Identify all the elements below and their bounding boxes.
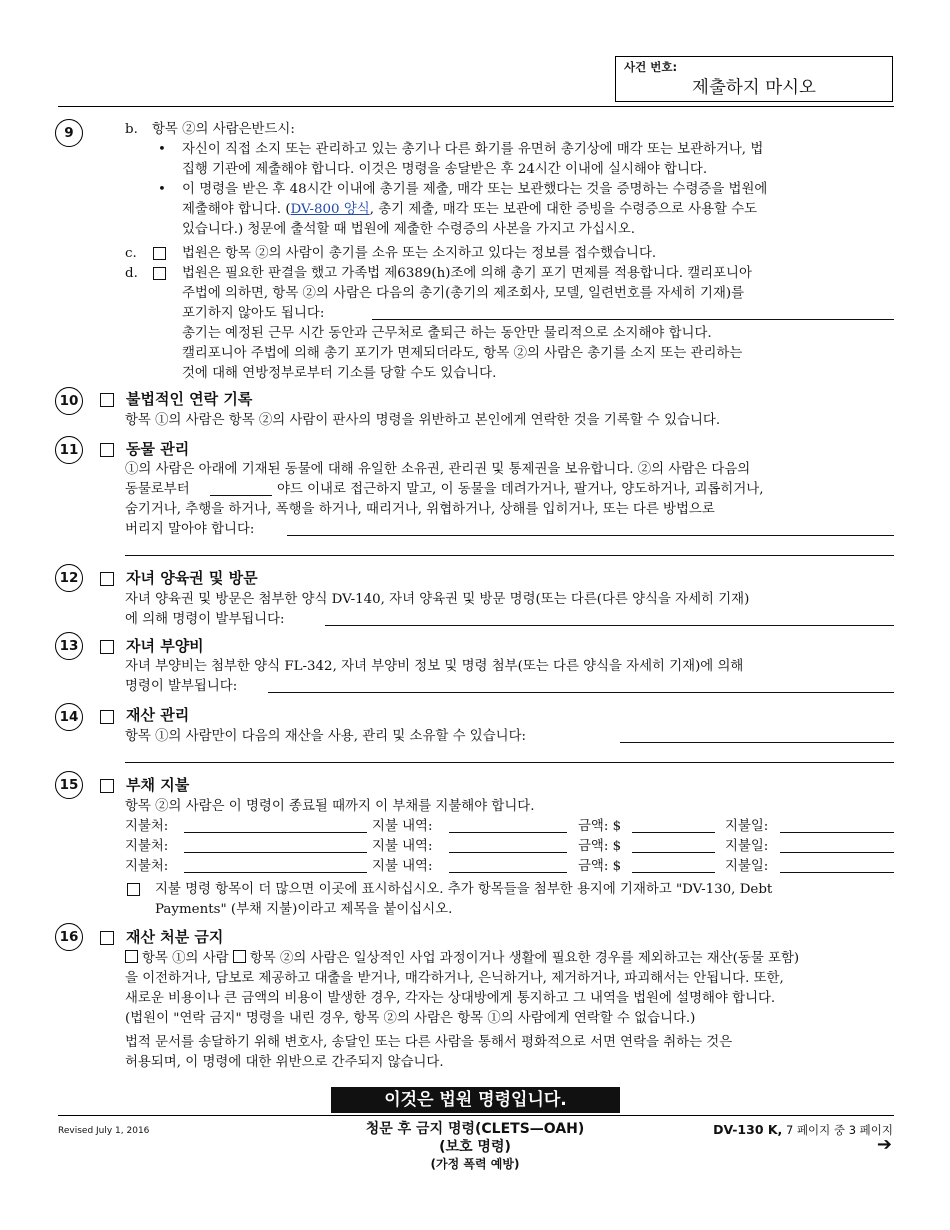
item9-b-lead: 항목 ②의 사람은반드시:	[152, 122, 295, 137]
item9-c-checkbox[interactable]	[153, 247, 166, 260]
item15-checkbox[interactable]	[100, 779, 114, 793]
payee-label: 지불처:	[125, 859, 169, 874]
due-label: 지불일:	[725, 839, 769, 854]
item16-line1-b: 항목 ②의 사람은 일상적인 사업 과정이거나 생활에 필요한 경우를 제외하고는 재산(동물 포함)	[249, 951, 800, 966]
amount-field[interactable]	[632, 852, 715, 853]
form-title-line3: (가정 폭력 예방)	[430, 1157, 520, 1171]
dv800-form-link[interactable]: DV-800 양식	[290, 202, 370, 217]
item10-checkbox[interactable]	[100, 393, 114, 407]
more-debts-checkbox[interactable]	[127, 883, 140, 896]
for-label: 지불 내역:	[372, 819, 433, 834]
item16-line1-a: 항목 ①의 사람	[142, 951, 229, 966]
due-field[interactable]	[780, 852, 894, 853]
item16-line1	[125, 949, 799, 968]
item15-more-line2: Payments" (부채 지불)이라고 제목을 붙이십시오.	[155, 902, 453, 917]
payee-label: 지불처:	[125, 819, 169, 834]
due-field[interactable]	[780, 872, 894, 873]
item10-title: 불법적인 연락 기록	[126, 390, 253, 408]
property-field-2[interactable]	[125, 762, 894, 763]
item15-more-line1: 지불 명령 항목이 더 많으면 이곳에 표시하십시오. 추가 항목들을 첨부한 용지에 기재하고 "DV-130, Debt	[155, 882, 773, 897]
item-number-14: 14	[55, 703, 83, 731]
item15-title: 부채 지불	[126, 776, 190, 794]
amount-field[interactable]	[632, 832, 715, 833]
item16-checkbox[interactable]	[100, 931, 114, 945]
item12-line1: 자녀 양육권 및 방문은 첨부한 양식 DV-140, 자녀 양육권 및 방문 명령(또는 다른(다른 양식을 자세히 기재)	[125, 592, 750, 607]
item13-title: 자녀 부양비	[126, 637, 204, 655]
bottom-divider	[58, 1115, 894, 1116]
item-number-11: 11	[55, 436, 83, 464]
item11-line2-pre: 동물로부터	[125, 482, 190, 497]
payee-field[interactable]	[184, 872, 367, 873]
item16-line4: (법원이 "연락 금지" 명령을 내린 경우, 항목 ②의 사람은 항목 ①의 사람에게 연락할 수 없습니다.)	[125, 1011, 696, 1026]
item13-line2: 명령이 발부됩니다:	[125, 679, 238, 694]
for-field[interactable]	[449, 832, 567, 833]
bullet-icon: •	[158, 182, 166, 197]
item16-line2: 을 이전하거나, 담보로 제공하고 대출을 받거나, 매각하거나, 은닉하거나, 제거하거나, 파괴해서는 안됩니다. 또한,	[125, 971, 784, 986]
revised-date: Revised July 1, 2016	[58, 1126, 150, 1136]
person2-checkbox[interactable]	[233, 950, 246, 963]
amount-label: 금액: $	[578, 819, 622, 834]
item14-checkbox[interactable]	[100, 710, 114, 724]
item16-title: 재산 처분 금지	[126, 928, 224, 946]
for-label: 지불 내역:	[372, 839, 433, 854]
item11-line3: 숨기거나, 추행을 하거나, 폭행을 하거나, 때리거나, 위협하거나, 상해를 입히거나, 또는 다른 방법으로	[125, 502, 715, 517]
payee-field[interactable]	[184, 832, 367, 833]
animal-description-field[interactable]	[287, 535, 894, 536]
item13-line1: 자녀 부양비는 첨부한 양식 FL-342, 자녀 부양비 정보 및 명령 첨부(또는 다른 양식을 자세히 기재)에 의해	[125, 659, 744, 674]
payee-field[interactable]	[184, 852, 367, 853]
item-number-10: 10	[55, 387, 83, 415]
item9-d-checkbox[interactable]	[153, 267, 166, 280]
item16-line5: 법적 문서를 송달하기 위해 변호사, 송달인 또는 다른 사람을 통해서 평화적으로 서면 연락을 취하는 것은	[125, 1035, 733, 1050]
item-number-15: 15	[55, 771, 83, 799]
due-label: 지불일:	[725, 859, 769, 874]
item9-d-line2: 주법에 의하면, 항목 ②의 사람은 다음의 총기(총기의 제조회사, 모델, 일련번호를 자세히 기재)를	[182, 286, 745, 301]
item12-title: 자녀 양육권 및 방문	[126, 569, 258, 587]
for-field[interactable]	[449, 852, 567, 853]
bullet-icon: •	[158, 142, 166, 157]
form-title	[300, 1120, 650, 1173]
item15-line1: 항목 ②의 사람은 이 명령이 종료될 때까지 이 부채를 지불해야 합니다.	[125, 799, 535, 814]
amount-field[interactable]	[632, 872, 715, 873]
page-info	[713, 1120, 893, 1140]
item16-line6: 허용되며, 이 명령에 대한 위반으로 간주되지 않습니다.	[125, 1055, 444, 1070]
item14-line1: 항목 ①의 사람만이 다음의 재산을 사용, 관리 및 소유할 수 있습니다:	[125, 729, 527, 744]
item16-line3: 새로운 비용이나 큰 금액의 비용이 발생한 경우, 각자는 상대방에게 통지하고 그 내역을 법원에 설명해야 합니다.	[125, 991, 776, 1006]
item9-c-label: c.	[125, 246, 137, 261]
item9-bullet2-line1: 이 명령을 받은 후 48시간 이내에 총기를 제출, 매각 또는 보관했다는 것을 증명하는 수령증을 법원에	[182, 182, 768, 197]
item9-bullet2-pre: 제출해야 합니다. (	[182, 202, 291, 217]
item9-d-label: d.	[125, 266, 138, 281]
item12-checkbox[interactable]	[100, 572, 114, 586]
form-id: DV-130 K,	[713, 1122, 783, 1137]
form-title-line2: (보호 명령)	[439, 1139, 511, 1155]
case-number-label: 사건 번호:	[624, 60, 678, 74]
item9-d-line6: 것에 대해 연방정부로부터 기소를 당할 수도 있습니다.	[182, 366, 497, 381]
form-title-line1: 청문 후 금지 명령(CLETS—OAH)	[365, 1121, 585, 1137]
item12-line2: 에 의해 명령이 발부됩니다:	[125, 612, 285, 627]
item13-checkbox[interactable]	[100, 640, 114, 654]
next-page-arrow-icon[interactable]: ➔	[876, 1134, 892, 1155]
animal-description-field-2[interactable]	[125, 555, 894, 556]
item9-c-text: 법원은 항목 ②의 사람이 총기를 소유 또는 소지하고 있다는 정보를 접수했습니다.	[182, 246, 657, 261]
court-order-banner: 이것은 법원 명령입니다.	[331, 1087, 620, 1113]
person1-checkbox[interactable]	[125, 950, 138, 963]
for-label: 지불 내역:	[372, 859, 433, 874]
case-number-value: 제출하지 마시오	[692, 78, 816, 98]
top-divider	[58, 106, 894, 107]
item-number-16: 16	[55, 923, 83, 951]
item9-b-label: b.	[125, 122, 138, 137]
item14-title: 재산 관리	[126, 706, 190, 724]
item11-title: 동물 관리	[126, 440, 190, 458]
item11-line1: ①의 사람은 아래에 기재된 동물에 대해 유일한 소유권, 관리권 및 통제권을 보유합니다. ②의 사람은 다음의	[125, 462, 751, 477]
item9-d-line3: 포기하지 않아도 됩니다:	[182, 306, 325, 321]
item-number-12: 12	[55, 564, 83, 592]
item-number-13: 13	[55, 632, 83, 660]
for-field[interactable]	[449, 872, 567, 873]
item11-line2-post: 야드 이내로 접근하지 말고, 이 동물을 데려가거나, 팔거나, 양도하거나, 괴롭히거나,	[277, 482, 764, 497]
property-field[interactable]	[620, 742, 894, 743]
item9-bullet1-line2: 집행 기관에 제출해야 합니다. 이것은 명령을 송달받은 후 24시간 이내에 실시해야 합니다.	[182, 162, 708, 177]
payee-label: 지불처:	[125, 839, 169, 854]
item9-bullet1-line1: 자신이 직접 소지 또는 관리하고 있는 총기나 다른 화기를 유면허 총기상에 매각 또는 보관하거나, 법	[182, 142, 764, 157]
item9-bullet2-post: , 총기 제출, 매각 또는 보관에 대한 증빙을 수령증으로 사용할 수도	[369, 202, 758, 217]
page-number: 7 페이지 중 3 페이지	[785, 1123, 893, 1137]
item-number-9: 9	[55, 119, 83, 147]
amount-label: 금액: $	[578, 859, 622, 874]
item11-line4: 버리지 말아야 합니다:	[125, 522, 255, 537]
support-form-field[interactable]	[268, 692, 894, 693]
firearm-details-field[interactable]	[372, 319, 894, 320]
item10-line1: 항목 ①의 사람은 항목 ②의 사람이 판사의 명령을 위반하고 본인에게 연락한 것을 기록할 수 있습니다.	[125, 413, 721, 428]
due-field[interactable]	[780, 832, 894, 833]
item9-d-line4: 총기는 예정된 근무 시간 동안과 근무처로 출퇴근 하는 동안만 물리적으로 소지해야 합니다.	[182, 326, 712, 341]
item9-bullet2-line2	[182, 200, 757, 219]
yard-distance-field[interactable]	[210, 495, 272, 496]
case-number-box	[615, 56, 893, 102]
due-label: 지불일:	[725, 819, 769, 834]
item9-d-line5: 캘리포니아 주법에 의해 총기 포기가 면제되더라도, 항목 ②의 사람은 총기를 소지 또는 관리하는	[182, 346, 743, 361]
item11-checkbox[interactable]	[100, 443, 114, 457]
custody-form-field[interactable]	[325, 625, 894, 626]
item9-bullet2-line3: 있습니다.) 청문에 출석할 때 법원에 제출한 수령증의 사본을 가지고 가십시오.	[182, 222, 636, 237]
amount-label: 금액: $	[578, 839, 622, 854]
item9-d-line1: 법원은 필요한 판결을 했고 가족법 제6389(h)조에 의해 총기 포기 면제를 적용합니다. 캘리포니아	[182, 266, 752, 281]
